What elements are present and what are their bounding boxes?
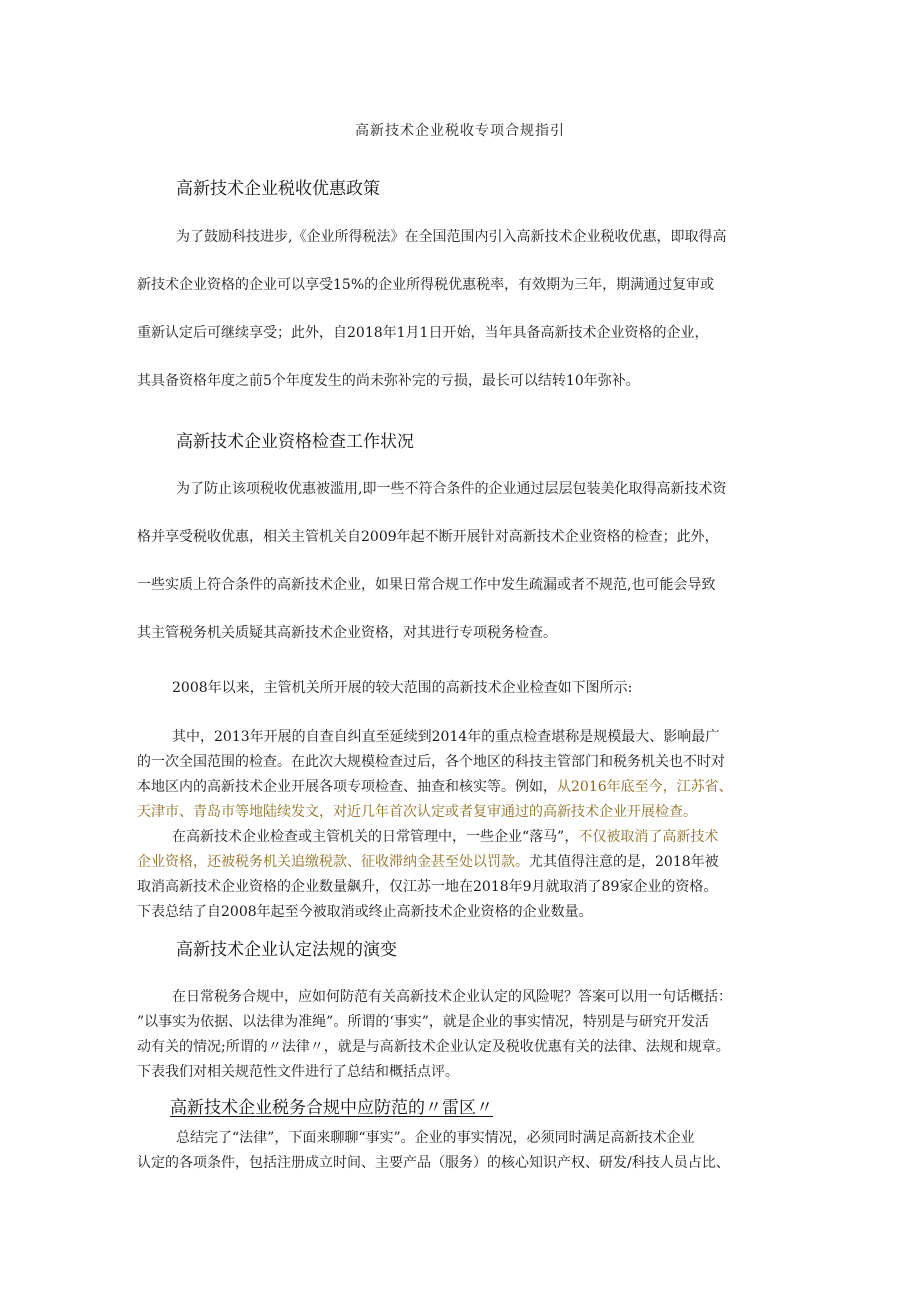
highlighted-text: 不仅被取消了高新技术	[578, 829, 719, 845]
document-title: 高新技术企业税收专项合规指引	[355, 123, 565, 139]
highlighted-line: 天津市、青岛市等地陆续发文，对近几年首次认定或者复审通过的高新技术企业开展检查。	[137, 804, 697, 820]
text-run: 在高新技术企业检查或主管机关的日常管理中，一些企业“落马”，	[172, 829, 579, 845]
paragraph-line: 一些实质上符合条件的高新技术企业，如果日常合规工作中发生疏漏或者不规范,也可能会导致	[137, 577, 716, 593]
paragraph-line: 为了防止该项税收优惠被滥用,即一些不符合条件的企业通过层层包装美化取得高新技术资	[176, 481, 727, 497]
highlighted-text: 企业资格，还被税务机关追缴税款、征收滞纳金甚至处以罚款。	[137, 854, 529, 870]
highlighted-text: 从2016年底至今，江苏省、	[557, 779, 733, 795]
paragraph-line: 其具备资格年度之前5个年度发生的尚未弥补完的亏损，最长可以结转10年弥补。	[137, 373, 640, 389]
section-heading-compliance-risks: 高新技术企业税务合规中应防范的〃雷区〃	[170, 1098, 493, 1118]
paragraph-line: 为了鼓励科技进步,《企业所得税法》在全国范围内引入高新技术企业税收优惠，即取得高	[176, 229, 727, 245]
paragraph-line	[172, 826, 718, 846]
paragraph-line: 总结完了“法律”，下面来聊聊“事实”。企业的事实情况，必须同时满足高新技术企业	[176, 1130, 695, 1146]
paragraph-line: 取消高新技术企业资格的企业数量飙升，仅江苏一地在2018年9月就取消了89家企业的资格。	[137, 879, 718, 895]
paragraph-line: 格并享受税收优惠，相关主管机关自2009年起不断开展针对高新技术企业资格的检查；此外，	[137, 529, 719, 545]
paragraph-line: ”以事实为依据、以法律为准绳”。所谓的‘事实”，就是企业的事实情况，特别是与研究开发活	[137, 1014, 709, 1030]
paragraph-line	[137, 851, 719, 871]
paragraph-line: 新技术企业资格的企业可以享受15%的企业所得税优惠税率，有效期为三年，期满通过复审或	[137, 277, 715, 293]
paragraph-line-2008: 2008年以来，主管机关所开展的较大范围的高新技术企业检查如下图所示:	[172, 680, 633, 696]
paragraph-line: 其中，2013年开展的自查自纠直至延续到2014年的重点检查堪称是规模最大、影响最广	[172, 729, 720, 745]
paragraph-line: 在日常税务合规中，应如何防范有关高新技术企业认定的风险呢？答案可以用一句话概括：	[172, 989, 732, 1005]
section-heading-tax-incentives: 高新技术企业税收优惠政策	[176, 179, 380, 199]
paragraph-line	[137, 776, 733, 796]
paragraph-line: 的一次全国范围的检查。在此次大规模检查过后，各个地区的科技主管部门和税务机关也不时对	[137, 754, 725, 770]
paragraph-line: 重新认定后可继续享受；此外，自2018年1月1日开始，当年具备高新技术企业资格的企业，	[137, 325, 709, 341]
paragraph-line: 动有关的情况;所谓的〃法律〃，就是与高新技术企业认定及税收优惠有关的法律、法规和规章。	[137, 1039, 730, 1055]
paragraph-line: 其主管税务机关质疑其高新技术企业资格，对其进行专项税务检查。	[137, 625, 557, 641]
paragraph-line: 下表总结了自2008年起至今被取消或终止高新技术企业资格的企业数量。	[137, 904, 593, 920]
section-heading-qualification-inspection: 高新技术企业资格检查工作状况	[176, 432, 414, 452]
paragraph-line: 下表我们对相关规范性文件进行了总结和概括点评。	[137, 1064, 459, 1080]
text-run: 本地区内的高新技术企业开展各项专项检查、抽查和核实等。例如，	[137, 779, 557, 795]
section-heading-regulation-evolution: 高新技术企业认定法规的演变	[176, 940, 397, 960]
text-run: 尤其值得注意的是，2018年被	[529, 854, 719, 870]
paragraph-line: 认定的各项条件，包括注册成立时间、主要产品（服务）的核心知识产权、研发/科技人员占比、	[137, 1155, 730, 1171]
